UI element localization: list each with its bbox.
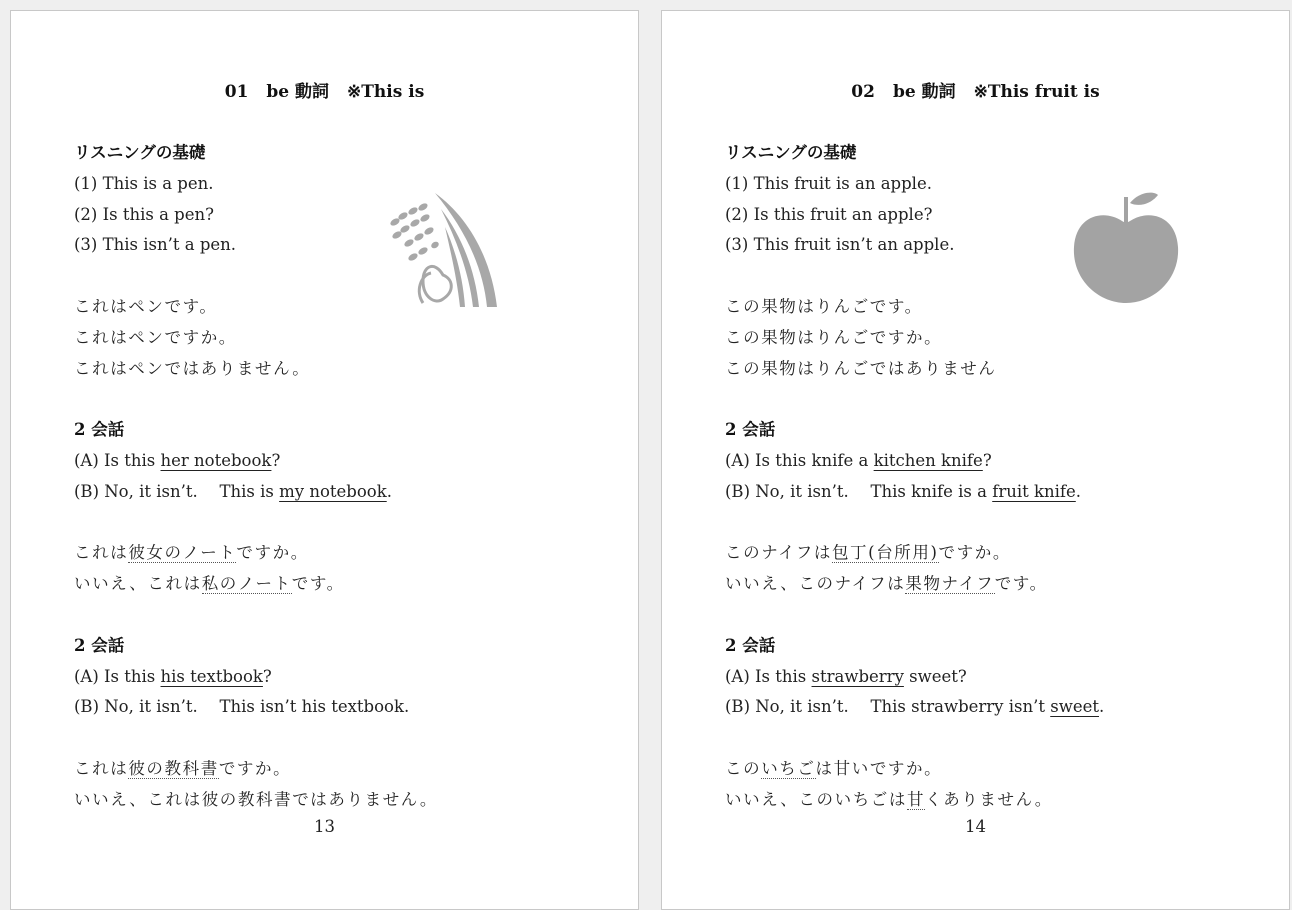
page-body — [725, 138, 1255, 816]
translation-line: このナイフは包丁(台所用)ですか。 — [725, 543, 1011, 563]
underlined-phrase: kitchen knife — [873, 450, 983, 470]
section-heading: 2 会話 — [74, 635, 125, 655]
underlined-phrase: my notebook — [279, 481, 387, 501]
dotted-phrase: 甘 — [907, 789, 926, 809]
example-sentence: (1) This is a pen. — [74, 173, 214, 193]
translation-line: この果物はりんごです。 — [725, 296, 923, 316]
translation-line: いいえ、このいちごは甘くありません。 — [725, 789, 1053, 809]
translation-line: これはペンですか。 — [74, 327, 237, 347]
dotted-phrase: 果物ナイフ — [905, 574, 995, 594]
page-number: 13 — [314, 817, 335, 836]
translation-line: いいえ、これは私のノートです。 — [74, 574, 345, 594]
lesson-subtitle: ※This is — [347, 82, 425, 102]
example-sentence: (3) This fruit isn’t an apple. — [725, 235, 955, 255]
dialogue-line-a: (A) Is this her notebook? — [74, 450, 281, 470]
dialogue-line-a: (A) Is this strawberry sweet? — [725, 666, 967, 686]
translation-line: いいえ、これは彼の教科書ではありません。 — [74, 789, 438, 809]
underlined-phrase: strawberry — [811, 666, 904, 686]
translation-line: いいえ、このナイフは果物ナイフです。 — [725, 574, 1048, 594]
underlined-phrase: his textbook — [160, 666, 263, 686]
page-13 — [10, 10, 639, 910]
dialogue-line-b: (B) No, it isn’t. This isn’t his textbook. — [74, 697, 410, 717]
page-14 — [661, 10, 1290, 910]
translation-line: このいちごは甘いですか。 — [725, 758, 943, 778]
section-heading: 2 会話 — [725, 420, 776, 440]
dialogue-line-a: (A) Is this knife a kitchen knife? — [725, 450, 992, 470]
dialogue-line-b: (B) No, it isn’t. This strawberry isn’t sweet. — [725, 697, 1105, 717]
section-heading: リスニングの基礎 — [725, 143, 857, 162]
translation-line: これは彼女のノートですか。 — [74, 543, 309, 563]
example-sentence: (2) Is this a pen? — [74, 204, 214, 224]
lesson-topic: be 動詞 — [266, 82, 330, 102]
translation-line: これはペンではありません。 — [74, 358, 311, 378]
translation-line: これは彼の教科書ですか。 — [74, 758, 292, 778]
translation-line: これはペンです。 — [74, 296, 218, 316]
underlined-phrase: sweet — [1050, 697, 1099, 717]
underlined-phrase: her notebook — [160, 450, 272, 470]
lesson-number: 01 — [224, 82, 249, 102]
lesson-subtitle: ※This fruit is — [973, 82, 1100, 102]
section-heading: リスニングの基礎 — [74, 143, 206, 162]
dotted-phrase: いちご — [761, 758, 816, 778]
lesson-title — [662, 77, 1289, 102]
dotted-phrase: 彼の教科書 — [128, 758, 219, 778]
translation-line: この果物はりんごですか。 — [725, 327, 943, 347]
page-body — [74, 138, 604, 816]
dialogue-line-b: (B) No, it isn’t. This knife is a fruit knife. — [725, 481, 1082, 501]
translation-line: この果物はりんごではありません — [725, 358, 997, 378]
dotted-phrase: 私のノート — [201, 574, 292, 594]
dialogue-line-b: (B) No, it isn’t. This is my notebook. — [74, 481, 392, 501]
dotted-phrase: 包丁(台所用) — [831, 543, 939, 563]
dotted-phrase: 彼女のノート — [128, 543, 237, 563]
example-sentence: (2) Is this fruit an apple? — [725, 204, 933, 224]
section-heading: 2 会話 — [74, 420, 125, 440]
lesson-title — [11, 77, 638, 102]
example-sentence: (3) This isn’t a pen. — [74, 235, 237, 255]
section-heading: 2 会話 — [725, 635, 776, 655]
underlined-phrase: fruit knife — [992, 481, 1076, 501]
dialogue-line-a: (A) Is this his textbook? — [74, 666, 272, 686]
lesson-number: 02 — [851, 82, 875, 102]
lesson-topic: be 動詞 — [892, 82, 956, 102]
page-number: 14 — [965, 817, 986, 836]
example-sentence: (1) This fruit is an apple. — [725, 173, 932, 193]
